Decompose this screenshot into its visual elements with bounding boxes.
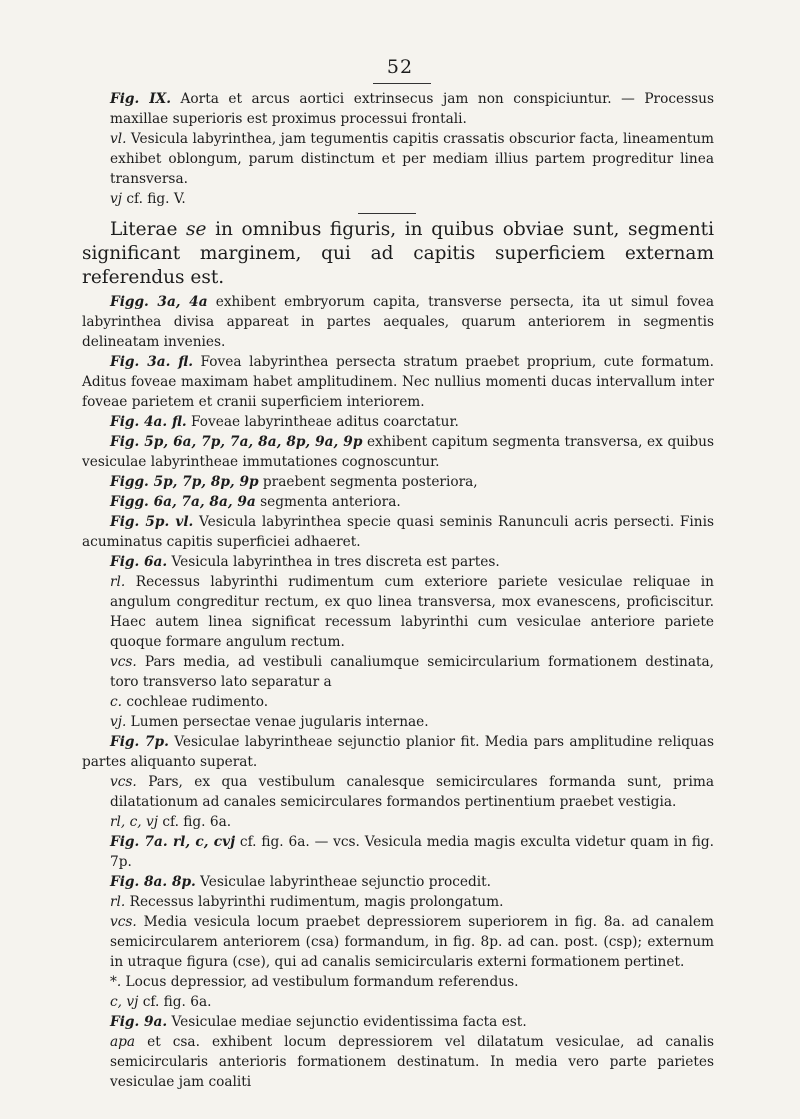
caption-label: vcs. [110, 914, 137, 930]
caption-text: Recessus labyrinthi rudimentum cum exteriore pariete vesiculae reliquae in angulum congreditur rectum, ex quo linea transversa, mox evanescens, proficiscitur. Haec autem linea significat recessum labyrinthi cum vesiculae anteriore pariete quoque formare angulum rectum. [110, 574, 714, 650]
figure-caption [110, 129, 714, 189]
caption-label: apa [110, 1034, 136, 1050]
figure-caption [110, 692, 714, 712]
caption-text: Fovea labyrinthea persecta stratum praebet proprium, cute formatum. Aditus foveae maximam habet amplitudinem. Nec nullius momenti ducas intervallum inter foveae parietem et cranii superficiem interiorem. [82, 354, 714, 410]
figure-caption [110, 412, 714, 432]
figure-caption [82, 732, 714, 772]
caption-text: Pars media, ad vestibuli canaliumque semicircularium formationem destinata, toro transverso lato separatur a [110, 654, 714, 690]
figure-caption [110, 832, 714, 872]
caption-label: Fig. 9a. [110, 1014, 168, 1030]
figure-caption [110, 992, 714, 1012]
caption-label: Figg. 5p, 7p, 8p, 9p [110, 474, 259, 490]
caption-text: Foveae labyrintheae aditus coarctatur. [186, 414, 459, 430]
caption-label: Fig. 4a. fl. [110, 414, 187, 430]
figure-caption [82, 352, 714, 412]
figure-caption [110, 572, 714, 652]
figure-caption [110, 872, 714, 892]
caption-label: Fig. 6a. [110, 554, 168, 570]
caption-text: segmenta anteriora. [255, 494, 401, 510]
figure-caption [110, 812, 714, 832]
caption-label: vcs. [110, 774, 137, 790]
caption-label: rl. [110, 574, 126, 590]
figure-caption [82, 432, 714, 472]
figure-caption [110, 712, 714, 732]
heading-text: in omnibus figuris, in quibus obviae sunt, segmenti significant marginem, qui ad capitis superficiem externam referendus est. [82, 219, 714, 288]
caption-label: vj. [110, 714, 127, 730]
heading-emphasis: se [186, 219, 207, 240]
caption-text: Aorta et arcus aortici extrinsecus jam non conspiciuntur. — Processus maxillae superioris est proximus processui frontali. [110, 91, 714, 127]
caption-label: vl. [110, 131, 127, 147]
caption-text: Vesiculae mediae sejunctio evidentissima facta est. [167, 1014, 527, 1030]
section-heading [82, 218, 714, 290]
caption-text: cf. fig. 6a. [157, 814, 232, 830]
caption-text: praebent segmenta posteriora, [258, 474, 478, 490]
header-rule [373, 83, 431, 84]
caption-label: vcs. [110, 654, 137, 670]
caption-text: Pars, ex qua vestibulum canalesque semicirculares formanda sunt, prima dilatationum ad canales semicirculares formandos pertinentium praebet vestigia. [110, 774, 714, 810]
caption-text: et csa. exhibent locum depressiorem vel dilatatum vesiculae, ad canalis semicircularis anterioris formationem destinatum. In media vero parte parietes vesiculae jam coaliti [110, 1034, 714, 1090]
page-number: 52 [386, 56, 414, 78]
caption-text: Lumen persectae venae jugularis internae. [126, 714, 429, 730]
heading-text: Literae [110, 219, 187, 240]
caption-label: Figg. 3a, 4a [110, 294, 208, 310]
figure-caption [110, 652, 714, 692]
figure-caption [110, 552, 714, 572]
figure-caption [110, 972, 714, 992]
caption-label: Fig. 3a. fl. [110, 354, 194, 370]
caption-text: exhibent embryorum capita, transverse persecta, ita ut simul fovea labyrinthea divisa appareat in partes aequales, quarum anteriorem in segmentis delineatam invenies. [82, 294, 715, 350]
text-body [82, 89, 715, 1092]
caption-label: Fig. 5p, 6a, 7p, 7a, 8a, 8p, 9a, 9p [110, 434, 363, 450]
caption-label: Fig. IX. [110, 91, 171, 107]
caption-label: Fig. 8a. 8p. [110, 874, 196, 890]
caption-label: Fig. 7p. [110, 734, 169, 750]
caption-text: Vesicula labyrinthea, jam tegumentis capitis crassatis obscurior facta, lineamentum exhibet oblongum, parum distinctum et per mediam illius partem progreditur linea transversa. [110, 131, 714, 187]
caption-text: cf. fig. 6a. [138, 994, 212, 1010]
caption-label: Fig. 7a. rl, c, cvj [110, 834, 236, 850]
caption-text: exhibent capitum segmenta transversa, ex quibus vesiculae labyrintheae immutationes cognoscuntur. [82, 434, 714, 470]
caption-text: cf. fig. 6a. — vcs. Vesicula media magis exculta videtur quam in fig. 7p. [110, 834, 714, 870]
figure-caption [82, 512, 714, 552]
caption-label: rl. [110, 894, 126, 910]
figure-caption [110, 772, 714, 812]
caption-text: Vesiculae labyrintheae sejunctio planior fit. Media pars amplitudine reliquas partes aliquanto superat. [82, 734, 714, 770]
caption-text: Vesicula labyrinthea in tres discreta est partes. [167, 554, 500, 570]
caption-label: *. [110, 974, 122, 990]
figure-caption [110, 472, 714, 492]
figure-caption [110, 1012, 714, 1032]
caption-text: cf. fig. V. [121, 191, 186, 207]
caption-label: c, vj [110, 994, 139, 1010]
figure-caption [110, 1032, 714, 1092]
figure-caption [110, 492, 714, 512]
figure-caption [110, 912, 714, 972]
figure-caption [110, 89, 714, 129]
caption-label: Figg. 6a, 7a, 8a, 9a [110, 494, 256, 510]
caption-label: c. [110, 694, 123, 710]
caption-text: cochleae rudimento. [122, 694, 269, 710]
figure-caption [110, 892, 714, 912]
caption-label: rl, c, vj [110, 814, 158, 830]
caption-text: Media vesicula locum praebet depressiorem superiorem in fig. 8a. ad canalem semicircularem anteriorem (csa) formandum, in fig. 8p. ad can. post. (csp); externum in utraque figura (cse), qui ad canalis semicircularis externi formationem pertinet. [110, 914, 714, 970]
caption-label: Fig. 5p. vl. [110, 514, 194, 530]
caption-text: Vesiculae labyrintheae sejunctio procedit. [195, 874, 491, 890]
figure-caption [110, 189, 714, 209]
section-rule [358, 213, 416, 214]
caption-text: Locus depressior, ad vestibulum formandum referendus. [121, 974, 519, 990]
caption-label: vj [110, 191, 122, 207]
figure-caption [82, 292, 714, 352]
caption-text: Vesicula labyrinthea specie quasi seminis Ranunculi acris persecti. Finis acuminatus capitis superficiei adhaeret. [82, 514, 714, 550]
caption-text: Recessus labyrinthi rudimentum, magis prolongatum. [125, 894, 504, 910]
